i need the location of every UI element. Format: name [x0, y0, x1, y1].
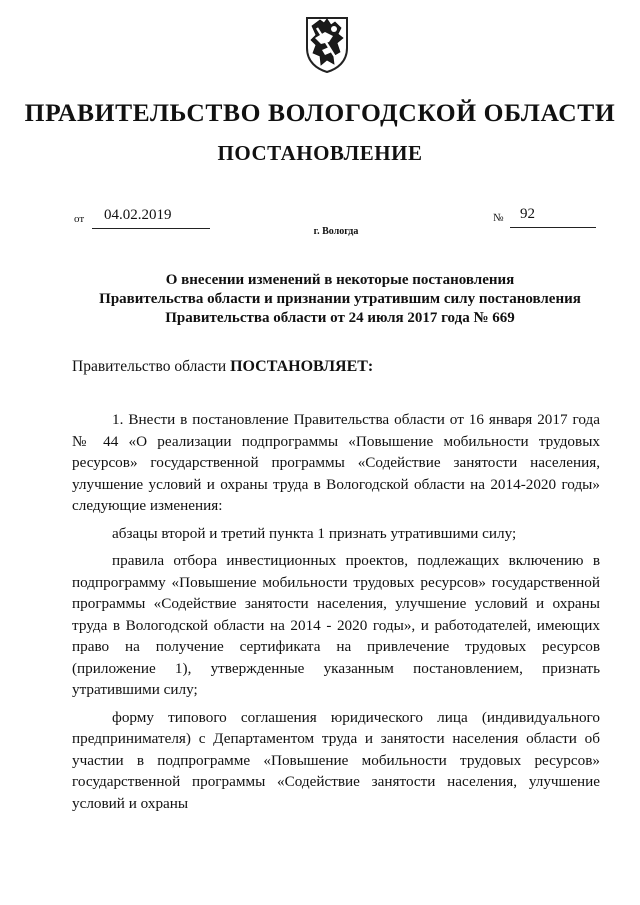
body-paragraph: форму типового соглашения юридического лица (индивидуального предпринимателя) с Департаментом труда и занятости населения области об участии в подпрограмме «Повышение мобильности трудовых ресурсов» государственной программы «Содействие занятости населения, улучшение условий и охраны [72, 708, 600, 812]
date-prefix: от [74, 213, 85, 225]
number-prefix: № [493, 212, 504, 224]
document-date: 04.02.2019 [104, 207, 172, 223]
document-type: ПОСТАНОВЛЕНИЕ [217, 141, 423, 165]
document-number: 92 [520, 206, 535, 222]
decree-statement [72, 358, 373, 376]
document-body [72, 409, 600, 814]
body-paragraph: правила отбора инвестиционных проектов, подлежащих включению в подпрограмму «Повышение мобильности трудовых ресурсов» государственной программы «Содействие занятости населения, улучшение условий и охраны труда в Вологодской области на 2014 - 2020 годы», и работодателей, имеющих право на получение сертификата на привлечение трудовых ресурсов (приложение 1), утвержденные указанным постановлением, признать утратившими силу; [72, 552, 600, 698]
city-label: г. Вологда [313, 226, 359, 237]
government-title: ПРАВИТЕЛЬСТВО ВОЛОГОДСКОЙ ОБЛАСТИ [24, 98, 616, 127]
body-paragraph: 1. Внести в постановление Правительства области от 16 января 2017 года № 44 «О реализации подпрограммы «Повышение мобильности трудовых ресурсов» государственной программы «Содействие занятости населения, улучшение условий и охраны труда в Вологодской области на 2014-2020 годы» следующие изменения: [72, 411, 600, 514]
decree-verb: ПОСТАНОВЛЯЕТ: [230, 358, 374, 375]
decree-prefix: Правительство области [72, 358, 231, 375]
body-paragraph: абзацы второй и третий пункта 1 признать утратившими силу; [112, 524, 517, 542]
document-subject [60, 271, 620, 328]
subject-line: Правительства области от 24 июля 2017 года № 669 [165, 310, 515, 326]
subject-line: О внесении изменений в некоторые постановления [165, 272, 515, 288]
coat-of-arms-icon [303, 14, 351, 74]
subject-line: Правительства области и признании утратившим силу постановления [99, 291, 581, 307]
